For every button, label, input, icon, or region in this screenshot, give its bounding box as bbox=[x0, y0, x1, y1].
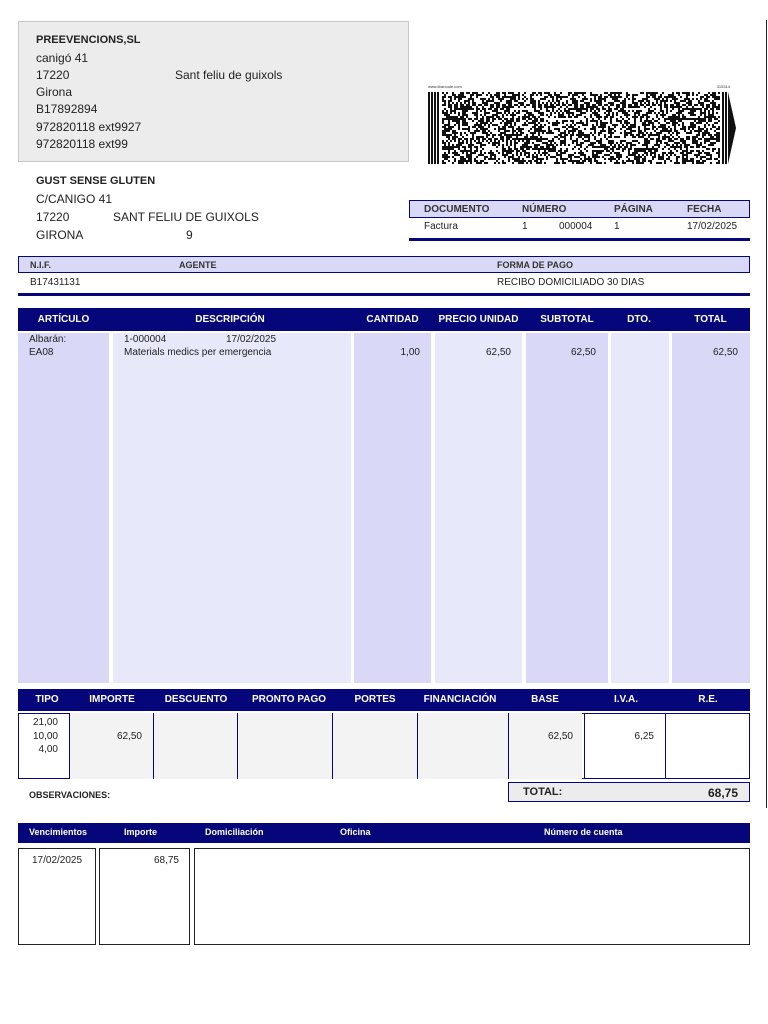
customer-street: C/CANIGO 41 bbox=[36, 192, 113, 206]
col-header-dto: DTO. bbox=[627, 314, 651, 325]
totals-iva: 6,25 bbox=[634, 731, 654, 742]
albaran-date: 17/02/2025 bbox=[226, 334, 277, 345]
col-articulo bbox=[18, 333, 109, 683]
doc-header-numero: NÚMERO bbox=[522, 204, 567, 215]
col-header-subtotal: SUBTOTAL bbox=[540, 314, 594, 325]
albaran-label: Albarán: bbox=[29, 334, 67, 345]
customer-zip: 17220 bbox=[36, 210, 70, 224]
lines-header bbox=[18, 308, 750, 331]
right-margin-line bbox=[766, 20, 767, 808]
tot-header-portes: PORTES bbox=[354, 694, 396, 705]
customer-name: GUST SENSE GLUTEN bbox=[36, 175, 156, 187]
tot-header-tipo: TIPO bbox=[35, 694, 59, 705]
tot-header-descuento: DESCUENTO bbox=[164, 694, 228, 705]
barcode-pattern-icon bbox=[428, 92, 738, 164]
sender-name: PREEVENCIONS,SL bbox=[36, 34, 141, 46]
col-descripcion bbox=[113, 333, 351, 683]
venc-importe-box bbox=[99, 848, 190, 945]
totals-shade bbox=[69, 713, 582, 779]
customer-extra: 9 bbox=[186, 228, 193, 242]
col-subtotal bbox=[526, 333, 608, 683]
col-dto bbox=[611, 333, 669, 683]
col-header-articulo: ARTÍCULO bbox=[37, 314, 90, 325]
sender-phone1: 972820118 ext9927 bbox=[36, 120, 142, 134]
sender-tax-id: B17892894 bbox=[36, 102, 98, 116]
albaran-ref: 1-000004 bbox=[124, 334, 167, 345]
line-total: 62,50 bbox=[712, 347, 738, 358]
customer-province: GIRONA bbox=[36, 228, 84, 242]
col-header-cantidad: CANTIDAD bbox=[366, 314, 419, 325]
col-total bbox=[672, 333, 750, 683]
nif-header bbox=[18, 256, 750, 273]
venc-header-vencimientos: Vencimientos bbox=[29, 827, 88, 837]
nif-header-nif: N.I.F. bbox=[30, 260, 52, 270]
tot-header-re: R.E. bbox=[698, 694, 718, 705]
document-header bbox=[409, 200, 750, 218]
line-subtotal: 62,50 bbox=[570, 347, 596, 358]
doc-number: 000004 bbox=[559, 221, 593, 232]
tot-header-base: BASE bbox=[531, 694, 559, 705]
totals-base: 62,50 bbox=[547, 731, 573, 742]
sender-block bbox=[18, 21, 409, 162]
venc-header-importe: Importe bbox=[124, 827, 158, 837]
tot-header-pronto-pago: PRONTO PAGO bbox=[251, 694, 327, 705]
col-cantidad bbox=[354, 333, 431, 683]
line-article: EA08 bbox=[29, 347, 54, 358]
nif-header-agente: AGENTE bbox=[179, 260, 217, 270]
doc-header-documento: DOCUMENTO bbox=[424, 204, 490, 215]
venc-header-oficina: Oficina bbox=[340, 827, 371, 837]
doc-page: 1 bbox=[614, 221, 620, 232]
payment-value: RECIBO DOMICILIADO 30 DIAS bbox=[497, 277, 645, 288]
tipo-21: 21,00 bbox=[32, 717, 58, 728]
venc-header-domiciliacion: Domiciliación bbox=[205, 827, 264, 837]
venc-header-cuenta: Número de cuenta bbox=[544, 827, 623, 837]
col-precio bbox=[435, 333, 522, 683]
col-header-precio: PRECIO UNIDAD bbox=[438, 314, 519, 325]
nif-header-pago: FORMA DE PAGO bbox=[497, 260, 573, 270]
nif-value: B17431131 bbox=[30, 277, 81, 288]
doc-series: 1 bbox=[522, 221, 528, 232]
observaciones-label: OBSERVACIONES: bbox=[29, 790, 111, 800]
tot-header-iva: I.V.A. bbox=[613, 694, 639, 705]
venc-date-box bbox=[18, 848, 96, 945]
doc-date: 17/02/2025 bbox=[687, 221, 738, 232]
tipo-10: 10,00 bbox=[32, 731, 58, 742]
total-label: TOTAL: bbox=[523, 786, 563, 798]
barcode-left-text: www.tbarcode.com bbox=[428, 84, 462, 89]
totals-header bbox=[18, 689, 750, 711]
sender-zip: 17220 bbox=[36, 68, 70, 82]
venc-account-box bbox=[194, 848, 750, 945]
line-qty: 1,00 bbox=[400, 347, 420, 358]
sender-street: canigó 41 bbox=[36, 51, 89, 65]
sender-phone2: 972820118 ext99 bbox=[36, 137, 128, 151]
doc-header-fecha: FECHA bbox=[687, 204, 722, 215]
tot-header-financiacion: FINANCIACIÓN bbox=[423, 694, 497, 705]
total-box bbox=[508, 782, 750, 802]
sender-city: Sant feliu de guixols bbox=[175, 68, 283, 82]
vencimientos-header bbox=[18, 823, 750, 843]
barcode bbox=[428, 84, 738, 164]
col-header-total: TOTAL bbox=[694, 314, 727, 325]
venc-date: 17/02/2025 bbox=[32, 855, 83, 866]
col-header-descripcion: DESCRIPCIÓN bbox=[195, 314, 265, 325]
doc-type: Factura bbox=[424, 221, 458, 232]
doc-rule bbox=[409, 238, 750, 241]
nif-rule bbox=[18, 293, 750, 296]
doc-header-pagina: PÁGINA bbox=[614, 204, 653, 215]
line-description: Materials medics per emergencia bbox=[124, 347, 272, 358]
barcode-right-text: 315314 bbox=[716, 84, 730, 89]
customer-city: SANT FELIU DE GUIXOLS bbox=[113, 210, 259, 224]
line-price: 62,50 bbox=[485, 347, 511, 358]
sender-province: Girona bbox=[36, 85, 73, 99]
venc-importe: 68,75 bbox=[153, 855, 179, 866]
tipo-4: 4,00 bbox=[38, 744, 58, 755]
tot-header-importe: IMPORTE bbox=[89, 694, 135, 705]
totals-importe: 62,50 bbox=[116, 731, 142, 742]
total-value: 68,75 bbox=[707, 786, 738, 800]
